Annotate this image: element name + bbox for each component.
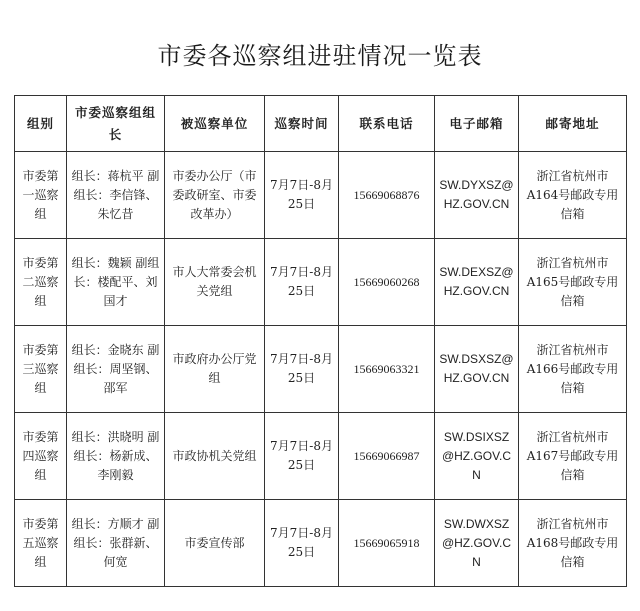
- header-unit: 被巡察单位: [165, 96, 265, 152]
- cell-phone: 15669060268: [339, 239, 435, 326]
- cell-group: 市委第一巡察组: [15, 152, 67, 239]
- cell-address: 浙江省杭州市A164号邮政专用信箱: [519, 152, 627, 239]
- cell-phone: 15669065918: [339, 500, 435, 587]
- cell-unit: 市委办公厅（市委政研室、市委改革办）: [165, 152, 265, 239]
- inspection-table: [14, 95, 627, 587]
- cell-group: 市委第三巡察组: [15, 326, 67, 413]
- cell-unit: 市委宣传部: [165, 500, 265, 587]
- header-group: 组别: [15, 96, 67, 152]
- cell-email: SW.DEXSZ@HZ.GOV.CN: [435, 239, 519, 326]
- cell-group: 市委第二巡察组: [15, 239, 67, 326]
- table-row: [15, 500, 627, 587]
- cell-unit: 市政协机关党组: [165, 413, 265, 500]
- cell-unit: 市人大常委会机关党组: [165, 239, 265, 326]
- cell-phone: 15669063321: [339, 326, 435, 413]
- cell-period: 7月7日-8月25日: [265, 326, 339, 413]
- cell-email: SW.DYXSZ@HZ.GOV.CN: [435, 152, 519, 239]
- page-title: 市委各巡察组进驻情况一览表: [157, 42, 483, 70]
- cell-address: 浙江省杭州市A165号邮政专用信箱: [519, 239, 627, 326]
- header-address: 邮寄地址: [519, 96, 627, 152]
- table-row: [15, 152, 627, 239]
- cell-unit: 市政府办公厅党组: [165, 326, 265, 413]
- header-row: [15, 96, 627, 152]
- cell-address: 浙江省杭州市A167号邮政专用信箱: [519, 413, 627, 500]
- cell-phone: 15669068876: [339, 152, 435, 239]
- cell-email: SW.DSIXSZ@HZ.GOV.CN: [435, 413, 519, 500]
- cell-leaders: 组长：金晓东 副组长：周坚钢、邵军: [67, 326, 165, 413]
- cell-phone: 15669066987: [339, 413, 435, 500]
- table-row: [15, 239, 627, 326]
- cell-leaders: 组长：魏颖 副组长：楼配平、刘国才: [67, 239, 165, 326]
- cell-period: 7月7日-8月25日: [265, 500, 339, 587]
- table-header: [15, 96, 627, 152]
- table-row: [15, 413, 627, 500]
- header-email: 电子邮箱: [435, 96, 519, 152]
- header-period: 巡察时间: [265, 96, 339, 152]
- cell-email: SW.DWXSZ@HZ.GOV.CN: [435, 500, 519, 587]
- cell-period: 7月7日-8月25日: [265, 152, 339, 239]
- cell-address: 浙江省杭州市A166号邮政专用信箱: [519, 326, 627, 413]
- header-leaders: 市委巡察组组长: [67, 96, 165, 152]
- cell-group: 市委第五巡察组: [15, 500, 67, 587]
- cell-leaders: 组长：蒋杭平 副组长：李信锋、朱忆昔: [67, 152, 165, 239]
- cell-leaders: 组长：洪晓明 副组长：杨新成、李刚毅: [67, 413, 165, 500]
- cell-period: 7月7日-8月25日: [265, 239, 339, 326]
- header-phone: 联系电话: [339, 96, 435, 152]
- cell-group: 市委第四巡察组: [15, 413, 67, 500]
- cell-email: SW.DSXSZ@HZ.GOV.CN: [435, 326, 519, 413]
- cell-leaders: 组长：方顺才 副组长：张群新、何宽: [67, 500, 165, 587]
- cell-address: 浙江省杭州市A168号邮政专用信箱: [519, 500, 627, 587]
- table-row: [15, 326, 627, 413]
- table-body: [15, 152, 627, 587]
- cell-period: 7月7日-8月25日: [265, 413, 339, 500]
